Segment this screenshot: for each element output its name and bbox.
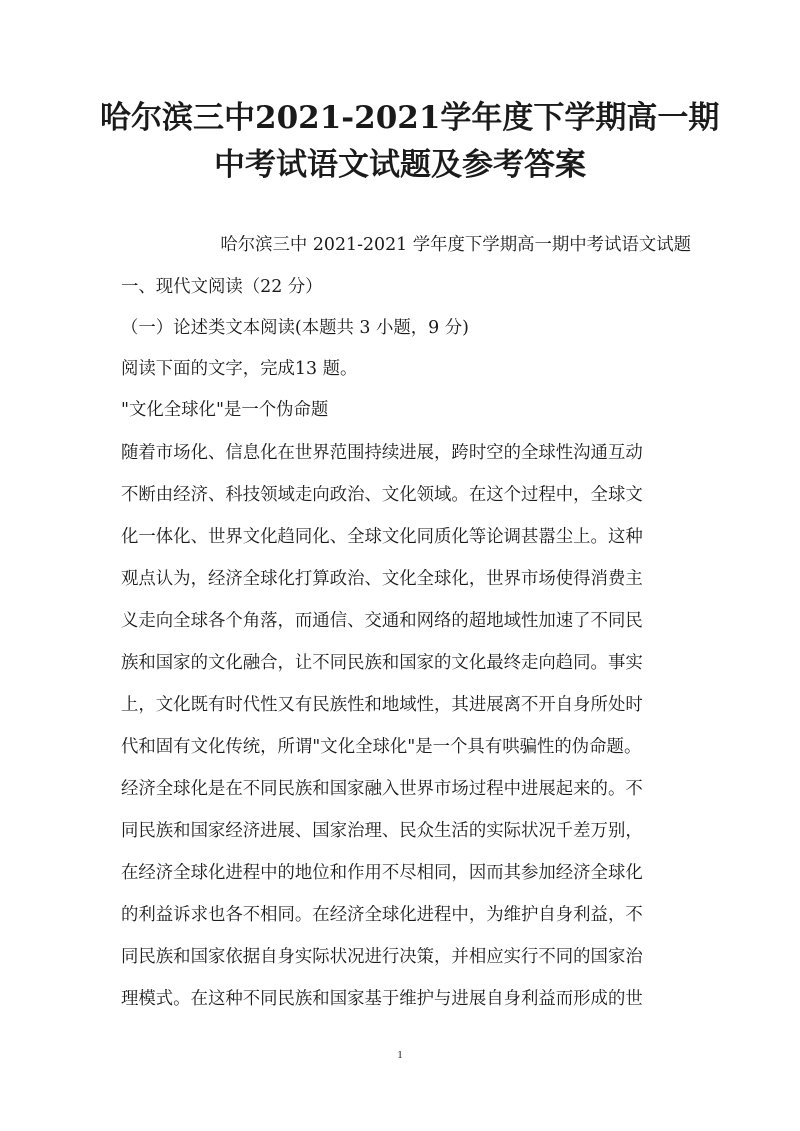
body-line: 不断由经济、科技领域走向政治、文化领域。在这个过程中，全球文 (121, 485, 643, 505)
section-heading: 一、现代文阅读（22 分） (121, 277, 323, 297)
body-line: 在经济全球化进程中的地位和作用不尽相同，因而其参加经济全球化 (121, 863, 643, 883)
page-number: 1 (397, 1049, 403, 1061)
article-title: "文化全球化"是一个伪命题 (121, 400, 329, 420)
body-line: 上，文化既有时代性又有民族性和地域性，其进展离不开自身所处时 (121, 695, 643, 715)
body-line: 经济全球化是在不同民族和国家融入世界市场过程中进展起来的。不 (121, 779, 643, 799)
body-line: 化一体化、世界文化趋同化、全球文化同质化等论调甚嚣尘上。这种 (121, 527, 643, 547)
exam-subtitle: 哈尔滨三中 2021-2021 学年度下学期高一期中考试语文试题 (220, 235, 691, 255)
body-line: 理模式。在这种不同民族和国家基于维护与进展自身利益而形成的世 (121, 989, 643, 1009)
body-line: 族和国家的文化融合，让不同民族和国家的文化最终走向趋同。事实 (121, 653, 643, 673)
body-line: 义走向全球各个角落，而通信、交通和网络的超地域性加速了不同民 (121, 611, 643, 631)
body-line: 随着市场化、信息化在世界范围持续进展，跨时空的全球性沟通互动 (121, 443, 643, 463)
body-line: 观点认为，经济全球化打算政治、文化全球化，世界市场使得消费主 (121, 569, 643, 589)
subsection-heading: （一）论述类文本阅读(本题共 3 小题，9 分) (121, 318, 469, 338)
reading-instruction: 阅读下面的文字，完成13 题。 (121, 359, 358, 379)
body-line: 同民族和国家经济进展、国家治理、民众生活的实际状况千差万别， (121, 821, 643, 841)
body-line: 代和固有文化传统，所谓"文化全球化"是一个具有哄骗性的伪命题。 (121, 737, 642, 757)
document-title-line-2: 中考试语文试题及参考答案 (214, 147, 586, 183)
body-line: 的利益诉求也各不相同。在经济全球化进程中，为维护自身利益，不 (121, 905, 643, 925)
document-title-line-1: 哈尔滨三中2021-2021学年度下学期高一期 (100, 100, 720, 136)
body-line: 同民族和国家依据自身实际状况进行决策，并相应实行不同的国家治 (121, 947, 643, 967)
